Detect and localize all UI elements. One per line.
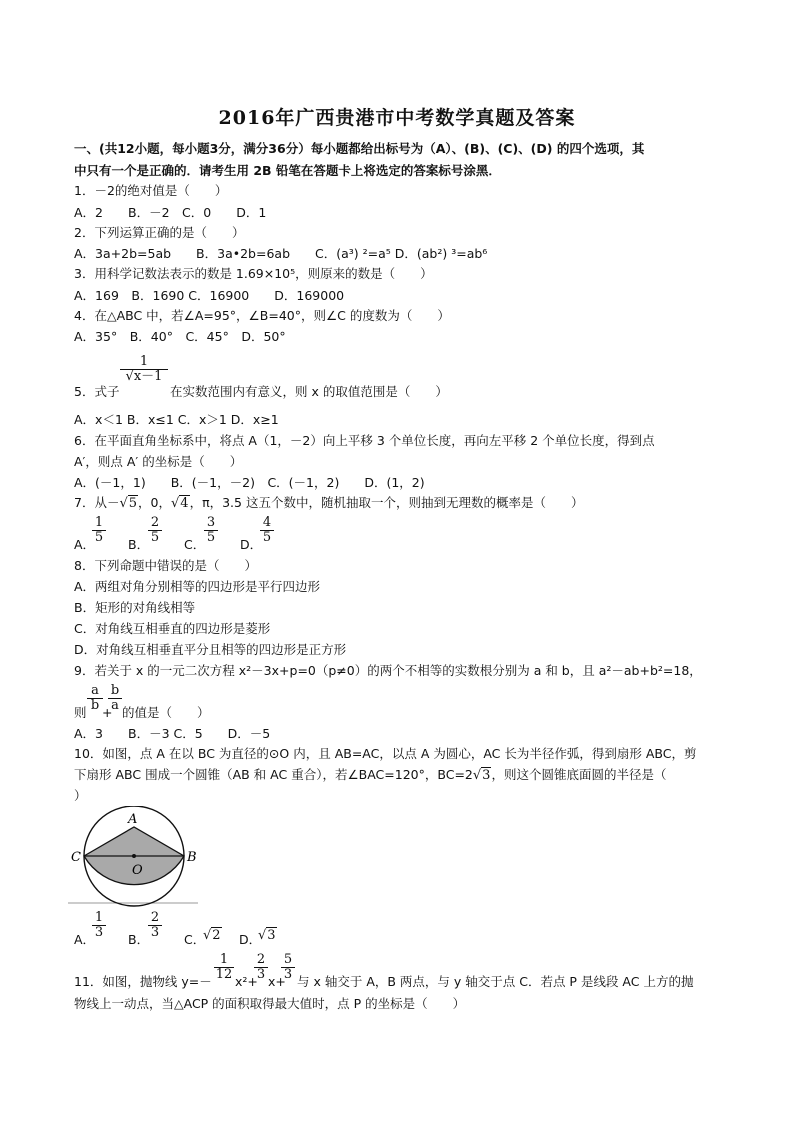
- q5-prefix: 5．式子: [74, 384, 120, 399]
- q11-fraction-2: [254, 953, 268, 982]
- q1-options: A．2 B．－2 C．0 D．1: [74, 205, 267, 220]
- q11-fraction-2-den: 3: [256, 967, 266, 982]
- q10-opt-c-radicand: 2: [212, 928, 221, 943]
- q4-options: A．35° B．40° C．45° D．50°: [74, 329, 286, 344]
- q9-fraction-b: [108, 684, 122, 713]
- section-instruction-line2: 中只有一个是正确的．请考生用 2B 铅笔在答题卡上将选定的答案标号涂黑．: [74, 163, 501, 178]
- q8-option-a: A．两组对角分别相等的四边形是平行四边形: [74, 579, 321, 594]
- q9-stem: 9．若关于 x 的一元二次方程 x²－3x+p=0（p≠0）的两个不相等的实数根分别为 a 和 b，且 a²－ab+b²=18，: [74, 663, 702, 678]
- q10-label-b: B: [187, 850, 197, 865]
- q7-opt-a-label: A．: [74, 537, 96, 552]
- q8-option-c: C．对角线互相垂直的四边形是菱形: [74, 621, 271, 636]
- q11-term-1: x²+: [235, 974, 258, 989]
- q7-sqrt4: √4: [170, 496, 189, 511]
- q6-stem-line1: 6．在平面直角坐标系中，将点 A（1，－2）向上平移 3 个单位长度，再向左平移 2 个单位长度，得到点: [74, 433, 655, 448]
- q10-opt-a-label: A．: [74, 932, 96, 947]
- section-instruction-line1: 一、(共12小题，每小题3分，满分36分）每小题都给出标号为（A）、(B)、(C)、(D) 的四个选项，其: [74, 141, 645, 156]
- q10-center-point: [132, 854, 136, 858]
- q8-option-b: B．矩形的对角线相等: [74, 600, 196, 615]
- q8-stem: 8．下列命题中错误的是（ ）: [74, 558, 257, 573]
- q10-opt-c-sqrt: √2: [203, 928, 221, 943]
- q10-label-c: C: [71, 850, 81, 865]
- q5-fraction-denominator: √x－1: [125, 369, 163, 384]
- q9-suffix: 的值是（ ）: [122, 705, 210, 720]
- q7-opt-c-num: 3: [204, 516, 218, 531]
- q11-fraction-3-num: 5: [281, 953, 295, 968]
- q11-term-2: x+: [268, 974, 286, 989]
- q11-fraction-1-num: 1: [214, 953, 234, 968]
- q10-opt-a-num: 1: [92, 911, 106, 926]
- q10-label-a: A: [128, 812, 138, 827]
- q4-stem: 4．在△ABC 中，若∠A=95°，∠B=40°，则∠C 的度数为（ ）: [74, 308, 450, 323]
- q10-sqrt3: √3: [472, 768, 491, 783]
- q7-opt-a-fraction: [92, 516, 106, 545]
- q10-opt-d-sqrt: √3: [258, 928, 276, 943]
- q2-options: A．3a+2b=5ab B．3a•2b=6ab C．(a³) ²=a⁵ D．(ab²) ³=ab⁶: [74, 246, 488, 261]
- q9-fraction-a-num: a: [87, 684, 103, 699]
- q10-figure: [68, 806, 198, 908]
- q7-sqrt5-radicand: 5: [128, 496, 138, 511]
- q9-prefix: 则: [74, 705, 87, 720]
- q10-opt-a-den: 3: [94, 925, 104, 940]
- q7-opt-d-den: 5: [262, 530, 272, 545]
- q10-opt-d-radicand: 3: [267, 928, 276, 943]
- q11-fraction-3-den: 3: [283, 967, 293, 982]
- q7-sqrt4-radicand: 4: [180, 496, 189, 511]
- q5-fraction-numerator: 1: [120, 355, 168, 370]
- q10-stem-line2-a: 下扇形 ABC 围成一个圆锥（AB 和 AC 重合），若∠BAC=120°，BC=2: [74, 767, 473, 782]
- q5-radicand: x－1: [133, 369, 163, 384]
- q10-opt-b-num: 2: [148, 911, 162, 926]
- q10-opt-b-fraction: [148, 911, 162, 940]
- q11-fraction-1-den: 12: [215, 967, 233, 982]
- q9-fraction-b-num: b: [108, 684, 122, 699]
- q7-opt-b-label: B．: [128, 537, 150, 552]
- q10-sqrt3-radicand: 3: [482, 768, 491, 783]
- q10-label-o: O: [132, 863, 143, 878]
- q10-opt-a-fraction: [92, 911, 106, 940]
- q7-stem: [74, 495, 583, 512]
- q10-stem-line2-b: ，则这个圆锥底面圆的半径是（: [491, 767, 667, 782]
- q7-opt-d-num: 4: [260, 516, 274, 531]
- q11-stem-line2: 物线上一动点，当△ACP 的面积取得最大值时，点 P 的坐标是（ ）: [74, 996, 466, 1011]
- q7-stem-b: ，0，: [138, 495, 171, 510]
- q9-options: A．3 B．－3 C．5 D．－5: [74, 726, 271, 741]
- q11-fraction-2-num: 2: [254, 953, 268, 968]
- page-title: 2016年广西贵港市中考数学真题及答案: [218, 107, 576, 129]
- q7-opt-a-den: 5: [94, 530, 104, 545]
- q7-opt-c-fraction: [204, 516, 218, 545]
- q10-opt-c-label: C．: [184, 932, 206, 947]
- q7-opt-d-fraction: [260, 516, 274, 545]
- q7-opt-c-den: 5: [206, 530, 216, 545]
- q10-opt-b-den: 3: [150, 925, 160, 940]
- q8-option-d: D．对角线互相垂直平分且相等的四边形是正方形: [74, 642, 347, 657]
- q9-fraction-a: [87, 684, 103, 713]
- q7-opt-d-label: D．: [240, 537, 263, 552]
- q11-prefix: 11．如图，抛物线 y=－: [74, 974, 212, 989]
- q10-opt-b-label: B．: [128, 932, 150, 947]
- q7-opt-b-num: 2: [148, 516, 162, 531]
- q7-stem-a: 7．从－: [74, 495, 120, 510]
- q1-stem: 1．－2的绝对值是（ ）: [74, 183, 228, 198]
- q7-stem-c: ，π，3.5 这五个数中，随机抽取一个，则抽到无理数的概率是（ ）: [189, 495, 584, 510]
- q5-fraction: [120, 355, 168, 384]
- q10-stem-line3: ）: [74, 788, 87, 803]
- q9-plus: +: [102, 705, 113, 720]
- q7-opt-b-den: 5: [150, 530, 160, 545]
- q11-suffix: 与 x 轴交于 A，B 两点，与 y 轴交于点 C．若点 P 是线段 AC 上方的抛: [297, 974, 694, 989]
- q5-suffix: 在实数范围内有意义，则 x 的取值范围是（ ）: [170, 384, 448, 399]
- q7-opt-c-label: C．: [184, 537, 206, 552]
- q7-opt-a-num: 1: [92, 516, 106, 531]
- q9-fraction-b-den: a: [111, 698, 119, 713]
- q2-stem: 2．下列运算正确的是（ ）: [74, 225, 245, 240]
- q11-fraction-1: [214, 953, 234, 982]
- q3-stem: 3．用科学记数法表示的数是 1.69×10⁵，则原来的数是（ ）: [74, 266, 433, 281]
- q10-opt-d-label: D．: [239, 932, 262, 947]
- q3-options: A．169 B．1690 C．16900 D．169000: [74, 288, 345, 303]
- q10-stem-line2: [74, 767, 666, 784]
- q7-sqrt5: √5: [119, 496, 138, 511]
- q6-stem-line2: A′，则点 A′ 的坐标是（ ）: [74, 454, 243, 469]
- q11-fraction-3: [281, 953, 295, 982]
- q9-fraction-a-den: b: [90, 698, 100, 713]
- q10-stem-line1: 10．如图，点 A 在以 BC 为直径的⊙O 内，且 AB=AC，以点 A 为圆心，AC 长为半径作弧，得到扇形 ABC，剪: [74, 746, 697, 761]
- q6-options: A．(－1，1) B．(－1，－2) C．(－1，2) D．(1，2): [74, 475, 425, 490]
- q5-options: A．x＜1 B．x≤1 C．x＞1 D．x≥1: [74, 412, 279, 427]
- q7-opt-b-fraction: [148, 516, 162, 545]
